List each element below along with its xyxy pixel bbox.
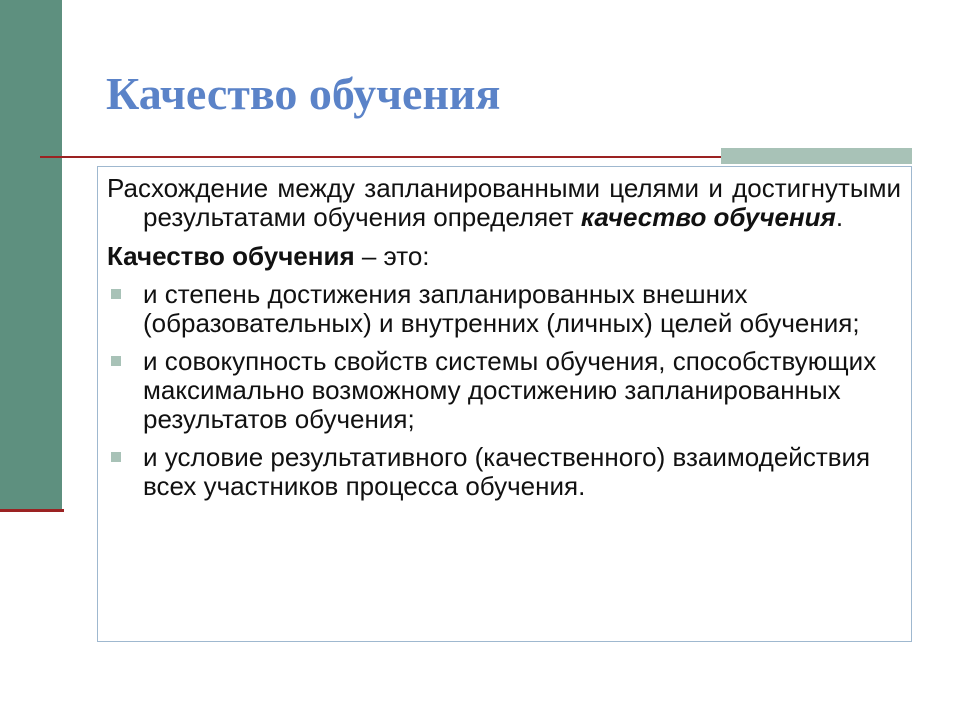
bullet-list (107, 280, 901, 501)
bullet-text: и условие результативного (качественного) взаимодействия всех участников процесса обучения. (143, 442, 871, 501)
bullet-item (107, 280, 901, 338)
bullet-item (107, 443, 901, 501)
square-bullet-icon (111, 356, 121, 366)
slide-title: Качество обучения (106, 68, 501, 119)
intro-paragraph (107, 174, 901, 232)
bullet-text: и степень достижения запланированных внешних (образовательных) и внутренних (личных) целей обучения; (143, 279, 860, 338)
bullet-item (107, 347, 901, 434)
content-box (97, 166, 912, 642)
left-bar-rule (0, 509, 64, 512)
definition-term: Качество обучения (107, 241, 355, 271)
intro-emphasis: качество обучения (580, 202, 836, 232)
square-bullet-icon (111, 452, 121, 462)
intro-end: . (835, 202, 844, 232)
definition-rest: – это: (354, 241, 430, 271)
intro-text: Расхождение между запланированными целями и достигнутыми результатами обучения определяет (107, 173, 901, 232)
definition-line (107, 242, 901, 271)
left-decorative-bar (0, 0, 62, 512)
bullet-text: и совокупность свойств системы обучения, способствующих максимально возможному достижению запланированных результатов обучения; (143, 346, 877, 434)
accent-block (721, 148, 912, 164)
square-bullet-icon (111, 289, 121, 299)
